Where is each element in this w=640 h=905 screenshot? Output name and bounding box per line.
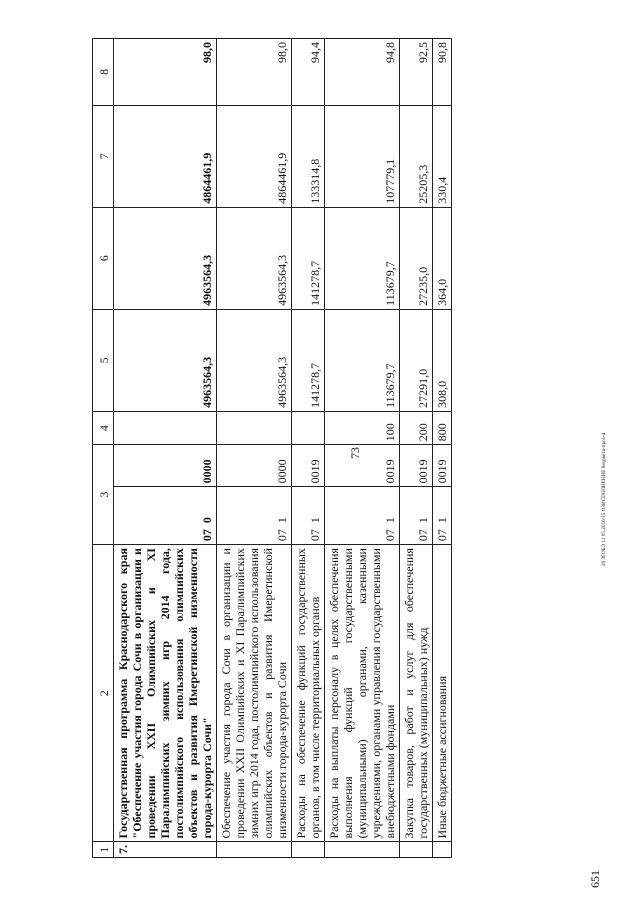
- row-code-vr: 200: [400, 411, 433, 444]
- row-value-5: 4963564,3: [114, 309, 217, 411]
- table-row: [433, 39, 452, 858]
- row-code-article: 0000: [217, 445, 292, 487]
- row-code-vr: [292, 411, 325, 444]
- table-row: [292, 39, 325, 858]
- row-code-vr: 100: [325, 411, 400, 444]
- row-code-section: 07 1: [292, 487, 325, 545]
- header-col-3: 3: [93, 445, 114, 545]
- header-col-6: 6: [93, 207, 114, 309]
- row-value-7: 25205,3: [400, 105, 433, 207]
- row-code-article: 0019: [400, 445, 433, 487]
- row-number: [325, 842, 400, 858]
- row-value-7: 107779,1: [325, 105, 400, 207]
- row-value-8: 92,5: [400, 39, 433, 106]
- row-value-8: 98,0: [114, 39, 217, 106]
- header-col-8: 8: [93, 39, 114, 106]
- row-code-section: 07 1: [325, 487, 400, 545]
- row-value-5: 113679,7: [325, 309, 400, 411]
- row-code-article: 0019: [292, 445, 325, 487]
- header-col-7: 7: [93, 105, 114, 207]
- row-name: Обеспечение участия города Сочи в организации и проведении XXII Олимпийских и XI Паралимпийских зимних игр 2014 года, постолимпийского использования олимпийских объектов и развития Имеретинской низменности города-курорта Сочи: [217, 545, 292, 842]
- row-code-vr: [217, 411, 292, 444]
- header-col-1: 1: [93, 842, 114, 858]
- row-value-6: 27235,0: [400, 207, 433, 309]
- row-value-7: 330,4: [433, 105, 452, 207]
- table-row: [325, 39, 400, 858]
- row-value-5: 27291,0: [400, 309, 433, 411]
- row-code-section: 07 1: [400, 487, 433, 545]
- budget-table: [92, 38, 452, 858]
- row-name: Расходы на выплаты персоналу в целях обеспечения выполнения функций государственными (муниципальными) органами, казенными учреждениями, органами управления государственными внебюджетными фондами: [325, 545, 400, 842]
- row-code-article: 0000: [114, 445, 217, 487]
- row-value-8: 94,4: [292, 39, 325, 106]
- row-value-6: 364,0: [433, 207, 452, 309]
- budget-table-container: [92, 38, 602, 858]
- row-number: [217, 842, 292, 858]
- row-value-7: 133314,8: [292, 105, 325, 207]
- footer-code: 29 ЗГОБЭ 11 05.2016/15 ОЗИСПОЛНЕНИЕ бюджета-проз-4: [602, 432, 607, 566]
- row-value-6: 4963564,3: [114, 207, 217, 309]
- row-value-5: 141278,7: [292, 309, 325, 411]
- row-value-5: 308,0: [433, 309, 452, 411]
- row-value-7: 4864461,9: [217, 105, 292, 207]
- row-value-8: 94,8: [325, 39, 400, 106]
- row-number: [292, 842, 325, 858]
- table-row: [400, 39, 433, 858]
- row-code-section: 07 1: [433, 487, 452, 545]
- table-row: [114, 39, 217, 858]
- header-col-4: 4: [93, 411, 114, 444]
- table-row: [217, 39, 292, 858]
- row-code-vr: [114, 411, 217, 444]
- header-col-2: 2: [93, 545, 114, 842]
- row-code-section: 07 1: [217, 487, 292, 545]
- row-name: Закупка товаров, работ и услуг для обеспечения государственных (муниципальных) нужд: [400, 545, 433, 842]
- page-number: 73: [348, 447, 362, 459]
- row-value-5: 4963564,3: [217, 309, 292, 411]
- row-value-8: 98,0: [217, 39, 292, 106]
- row-code-article: 0019: [325, 445, 400, 487]
- row-code-vr: 800: [433, 411, 452, 444]
- corner-page-number: 651: [588, 870, 602, 888]
- header-row: [93, 39, 114, 858]
- header-col-5: 5: [93, 309, 114, 411]
- row-name: Иные бюджетные ассигнования: [433, 545, 452, 842]
- row-code-article: 0019: [433, 445, 452, 487]
- row-value-6: 4963564,3: [217, 207, 292, 309]
- row-name: Расходы на обеспечение функций государственных органов, в том числе территориальных органов: [292, 545, 325, 842]
- row-number: 7.: [114, 842, 217, 858]
- row-name: Государственная программа Краснодарского края "Обеспечение участия города Сочи в организации и проведении XXII Олимпийских и XI Паралимпийских зимних игр 2014 года, постолимпийского использования олимпийских объектов и развития Имеретинской низменности города-курорта Сочи": [114, 545, 217, 842]
- row-value-8: 90,8: [433, 39, 452, 106]
- row-value-7: 4864461,9: [114, 105, 217, 207]
- row-value-6: 141278,7: [292, 207, 325, 309]
- row-number: [433, 842, 452, 858]
- row-value-6: 113679,7: [325, 207, 400, 309]
- row-code-section: 07 0: [114, 487, 217, 545]
- row-number: [400, 842, 433, 858]
